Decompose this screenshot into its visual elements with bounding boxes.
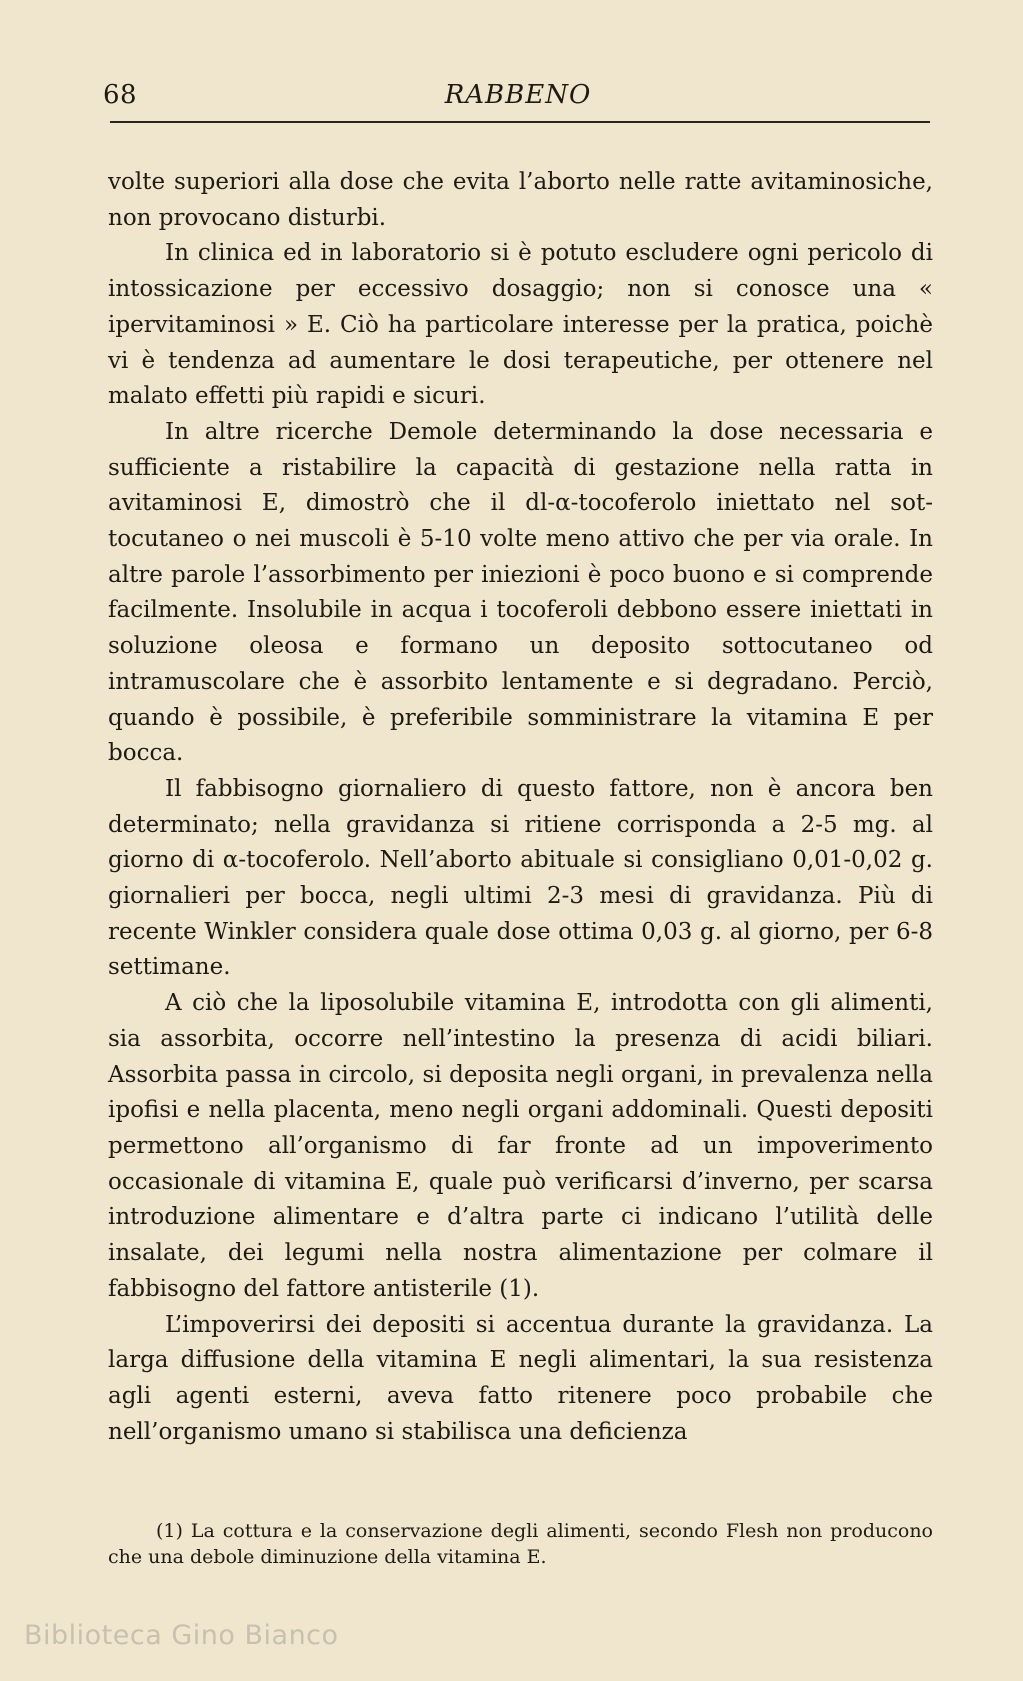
paragraph-3: In altre ricerche Demole determinando la dose necessaria e sufficiente a ristabilire la capacità di gestazione nella ratta in avitaminosi E, dimostrò che il dl-α-tocoferolo iniettato nel sottocutaneo o nei muscoli è 5-10 volte meno attivo che per via orale. In altre parole l’assorbimento per iniezioni è poco buono e si comprende facilmente. Insolubile in acqua i tocoferoli debbono essere iniettati in soluzione oleosa e formano un deposito sottocutaneo od intramuscolare che è assorbito lentamente e si degradano. Perciò, quando è possibile, è preferibile somministrare la vitamina E per bocca. [108, 418, 933, 767]
page-header [103, 80, 933, 120]
paragraph-6: L’impoverirsi dei depositi si accentua durante la gravidanza. La larga diffusione della vitamina E negli alimentari, la sua resistenza agli agenti esterni, aveva fatto ritenere poco probabile che nell’organismo umano si stabilisca una deficienza [108, 1311, 933, 1445]
body-text [108, 165, 933, 1450]
header-rule [110, 121, 930, 123]
paragraph-4: Il fabbisogno giornaliero di questo fattore, non è ancora ben determinato; nella gravidanza si ritiene corrisponda a 2-5 mg. al giorno di α-tocoferolo. Nell’aborto abituale si consigliano 0,01-0,02 g. giornalieri per bocca, negli ultimi 2-3 mesi di gravidanza. Più di recente Winkler considera quale dose ottima 0,03 g. al giorno, per 6-8 settimane. [108, 775, 933, 981]
paragraph-5: A ciò che la liposolubile vitamina E, introdotta con gli alimenti, sia assorbita, occorre nell’intestino la presenza di acidi biliari. Assorbita passa in circolo, si deposita negli organi, in prevalenza nella ipofisi e nella placenta, meno negli organi addominali. Questi depositi permettono all’organismo di far fronte ad un impoverimento occasionale di vitamina E, quale può verificarsi d’inverno, per scarsa introduzione alimentare e d’altra parte ci indicano l’utilità delle insalate, dei legumi nella nostra alimentazione per colmare il fabbisogno del fattore antisterile (1). [108, 990, 933, 1302]
running-head: RABBENO [444, 80, 592, 110]
library-watermark: Biblioteca Gino Bianco [24, 1620, 339, 1651]
paragraph-2: In clinica ed in laboratorio si è potuto escludere ogni pericolo di intossicazione per eccessivo dosaggio; non si conosce una « ipervitaminosi » E. Ciò ha particolare interesse per la pratica, poichè vi è tendenza ad aumentare le dosi terapeutiche, per ottenere nel malato effetti più rapidi e sicuri. [108, 240, 933, 410]
footnote: (1) La cottura e la conservazione degli alimenti, secondo Flesh non producono che una debole diminuzione della vitamina E. [108, 1520, 933, 1568]
page-number: 68 [103, 80, 138, 110]
paragraph-1: volte superiori alla dose che evita l’aborto nelle ratte avitaminosiche, non provocano disturbi. [108, 169, 933, 231]
